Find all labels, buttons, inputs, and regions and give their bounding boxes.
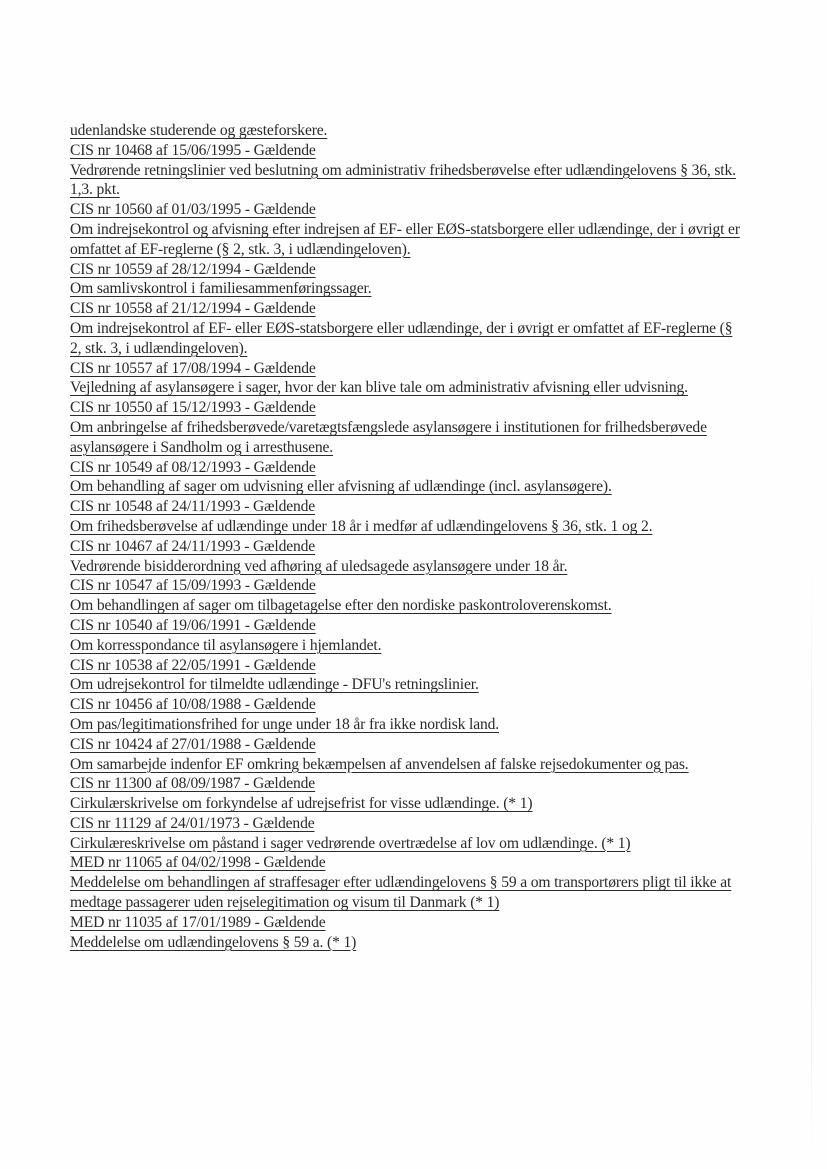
list-item[interactable]: Om pas/legitimationsfrihed for unge under 18 år fra ikke nordisk land. bbox=[70, 715, 500, 733]
list-item[interactable]: Om anbringelse af frihedsberøvede/varetægtsfængslede asylansøgere i institutionen for frilhedsberøvede asylansøgere i Sandholm og i arresthusene. bbox=[70, 418, 707, 456]
list-item[interactable]: Om indrejsekontrol af EF- eller EØS-statsborgere eller udlændinge, der i øvrigt er omfattet af EF-reglerne (§ 2, stk. 3, i udlændingeloven). bbox=[70, 319, 733, 357]
list-item[interactable]: CIS nr 10559 af 28/12/1994 - Gældende bbox=[70, 260, 316, 278]
list-item[interactable]: Vejledning af asylansøgere i sager, hvor der kan blive tale om administrativ afvisning eller udvisning. bbox=[70, 379, 688, 397]
list-item[interactable]: CIS nr 10558 af 21/12/1994 - Gældende bbox=[70, 300, 316, 318]
list-item[interactable]: CIS nr 11300 af 08/09/1987 - Gældende bbox=[70, 775, 316, 793]
list-item[interactable]: CIS nr 10548 af 24/11/1993 - Gældende bbox=[70, 498, 316, 516]
list-item[interactable]: Vedrørende retningslinier ved beslutning om administrativ frihedsberøvelse efter udlændingelovens § 36, stk. 1,3. pkt. bbox=[70, 161, 736, 199]
list-item[interactable]: CIS nr 10456 af 10/08/1988 - Gældende bbox=[70, 696, 316, 714]
list-item[interactable]: MED nr 11065 af 04/02/1998 - Gældende bbox=[70, 854, 326, 872]
list-item[interactable]: CIS nr 11129 af 24/01/1973 - Gældende bbox=[70, 814, 315, 832]
scan-edge-mark bbox=[811, 560, 812, 1160]
list-item[interactable]: Vedrørende bisidderordning ved afhøring af uledsagede asylansøgere under 18 år. bbox=[70, 557, 568, 575]
list-item[interactable]: Om frihedsberøvelse af udlændinge under 18 år i medfør af udlændingelovens § 36, stk. 1 og 2. bbox=[70, 517, 653, 535]
list-item[interactable]: CIS nr 10557 af 17/08/1994 - Gældende bbox=[70, 359, 316, 377]
list-item[interactable]: Om indrejsekontrol og afvisning efter indrejsen af EF- eller EØS-statsborgere eller udlændinge, der i øvrigt er omfattet af EF-reglerne (§ 2, stk. 3, i udlændingeloven). bbox=[70, 220, 740, 258]
list-item[interactable]: Om udrejsekontrol for tilmeldte udlændinge - DFU's retningslinier. bbox=[70, 676, 479, 694]
list-item[interactable]: Cirkulæreskrivelse om påstand i sager vedrørende overtrædelse af lov om udlændinge. (* 1) bbox=[70, 834, 631, 852]
list-item[interactable]: Meddelelse om udlændingelovens § 59 a. (* 1) bbox=[70, 933, 357, 951]
list-item[interactable]: Om korresspondance til asylansøgere i hjemlandet. bbox=[70, 636, 382, 654]
list-item[interactable]: Cirkulærskrivelse om forkyndelse af udrejsefrist for visse udlændinge. (* 1) bbox=[70, 795, 533, 813]
list-item[interactable]: Om samlivskontrol i familiesammenføringssager. bbox=[70, 280, 372, 298]
list-item[interactable]: CIS nr 10538 af 22/05/1991 - Gældende bbox=[70, 656, 316, 674]
list-item[interactable]: Om samarbejde indenfor EF omkring bekæmpelsen af anvendelsen af falske rejsedokumenter og pas. bbox=[70, 755, 689, 773]
document-list bbox=[70, 121, 740, 952]
list-item[interactable]: CIS nr 10547 af 15/09/1993 - Gældende bbox=[70, 577, 316, 595]
list-item[interactable]: CIS nr 10540 af 19/06/1991 - Gældende bbox=[70, 616, 316, 634]
list-item[interactable]: CIS nr 10468 af 15/06/1995 - Gældende bbox=[70, 141, 316, 159]
list-item[interactable]: Om behandlingen af sager om tilbagetagelse efter den nordiske paskontroloverenskomst. bbox=[70, 597, 612, 615]
list-item[interactable]: MED nr 11035 af 17/01/1989 - Gældende bbox=[70, 913, 326, 931]
list-item[interactable]: CIS nr 10550 af 15/12/1993 - Gældende bbox=[70, 399, 316, 417]
list-item[interactable]: CIS nr 10560 af 01/03/1995 - Gældende bbox=[70, 201, 316, 219]
list-item[interactable]: CIS nr 10424 af 27/01/1988 - Gældende bbox=[70, 735, 316, 753]
list-item[interactable]: CIS nr 10549 af 08/12/1993 - Gældende bbox=[70, 458, 316, 476]
list-item[interactable]: udenlandske studerende og gæsteforskere. bbox=[70, 122, 328, 139]
list-item[interactable]: Meddelelse om behandlingen af straffesager efter udlændingelovens § 59 a om transportørers pligt til ikke at medtage passagerer uden rejselegitimation og visum til Danmark (* 1) bbox=[70, 874, 732, 912]
list-item[interactable]: CIS nr 10467 af 24/11/1993 - Gældende bbox=[70, 537, 316, 555]
list-item[interactable]: Om behandling af sager om udvisning eller afvisning af udlændinge (incl. asylansøgere). bbox=[70, 478, 612, 496]
